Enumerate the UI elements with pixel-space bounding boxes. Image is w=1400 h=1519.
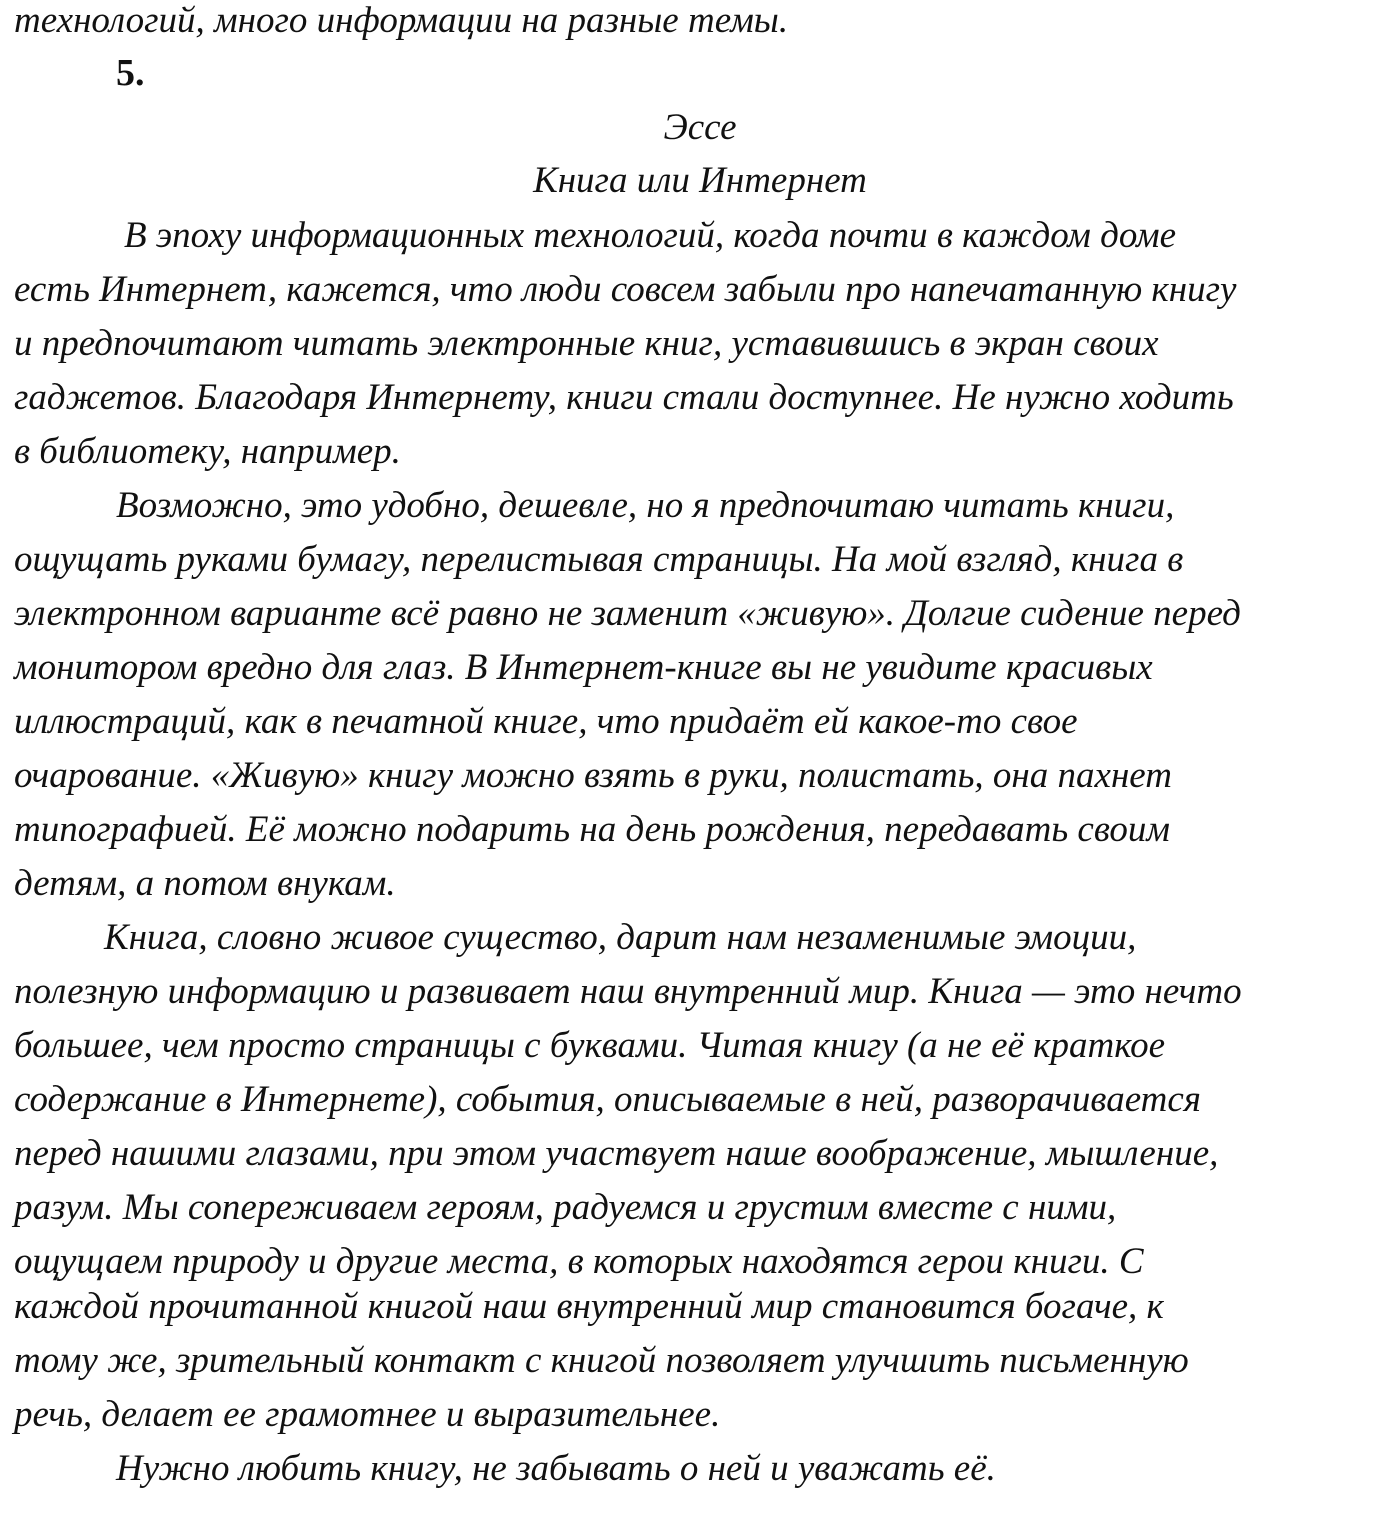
task-number: 5.: [116, 52, 145, 94]
text-line: детям, а потом внукам.: [14, 863, 396, 904]
text-line: Книга, словно живое существо, дарит нам незаменимые эмоции,: [104, 917, 1137, 958]
text-line: разум. Мы сопереживаем героям, радуемся и грустим вместе с ними,: [14, 1187, 1117, 1228]
text-line: в библиотеку, например.: [14, 431, 401, 472]
text-line: электронном варианте всё равно не заменит «живую». Долгие сидение перед: [14, 593, 1241, 634]
text-line: полезную информацию и развивает наш внутренний мир. Книга — это нечто: [14, 971, 1242, 1012]
text-line: Возможно, это удобно, дешевле, но я предпочитаю читать книги,: [116, 485, 1175, 526]
text-line: Нужно любить книгу, не забывать о ней и уважать её.: [116, 1448, 996, 1489]
text-line: ощущать руками бумагу, перелистывая страницы. На мой взгляд, книга в: [14, 539, 1184, 580]
text-line: типографией. Её можно подарить на день рождения, передавать своим: [14, 809, 1171, 850]
text-line: перед нашими глазами, при этом участвует наше воображение, мышление,: [14, 1133, 1219, 1174]
text-line: и предпочитают читать электронные книг, уставившись в экран своих: [14, 323, 1159, 364]
text-line: очарование. «Живую» книгу можно взять в руки, полистать, она пахнет: [14, 755, 1172, 796]
text-line: В эпоху информационных технологий, когда почти в каждом доме: [124, 215, 1176, 256]
text-line: тому же, зрительный контакт с книгой позволяет улучшить письменную: [14, 1340, 1189, 1381]
text-line: есть Интернет, кажется, что люди совсем забыли про напечатанную книгу: [14, 269, 1237, 310]
text-line: содержание в Интернете), события, описываемые в ней, разворачивается: [14, 1079, 1201, 1120]
text-line: иллюстраций, как в печатной книге, что придаёт ей какое-то свое: [14, 701, 1078, 742]
text-line: речь, делает ее грамотнее и выразительнее.: [14, 1394, 721, 1435]
text-line: большее, чем просто страницы с буквами. Читая книгу (а не её краткое: [14, 1025, 1166, 1066]
essay-label: Эссе: [663, 107, 737, 148]
essay-title: Книга или Интернет: [533, 160, 867, 201]
text-line: каждой прочитанной книгой наш внутренний мир становится богаче, к: [14, 1286, 1164, 1327]
text-line: гаджетов. Благодаря Интернету, книги стали доступнее. Не нужно ходить: [14, 377, 1234, 418]
text-line: ощущаем природу и другие места, в которых находятся герои книги. С: [14, 1241, 1144, 1282]
continuation-line: технологий, много информации на разные темы.: [14, 0, 789, 41]
text-line: монитором вредно для глаз. В Интернет-книге вы не увидите красивых: [14, 647, 1153, 688]
